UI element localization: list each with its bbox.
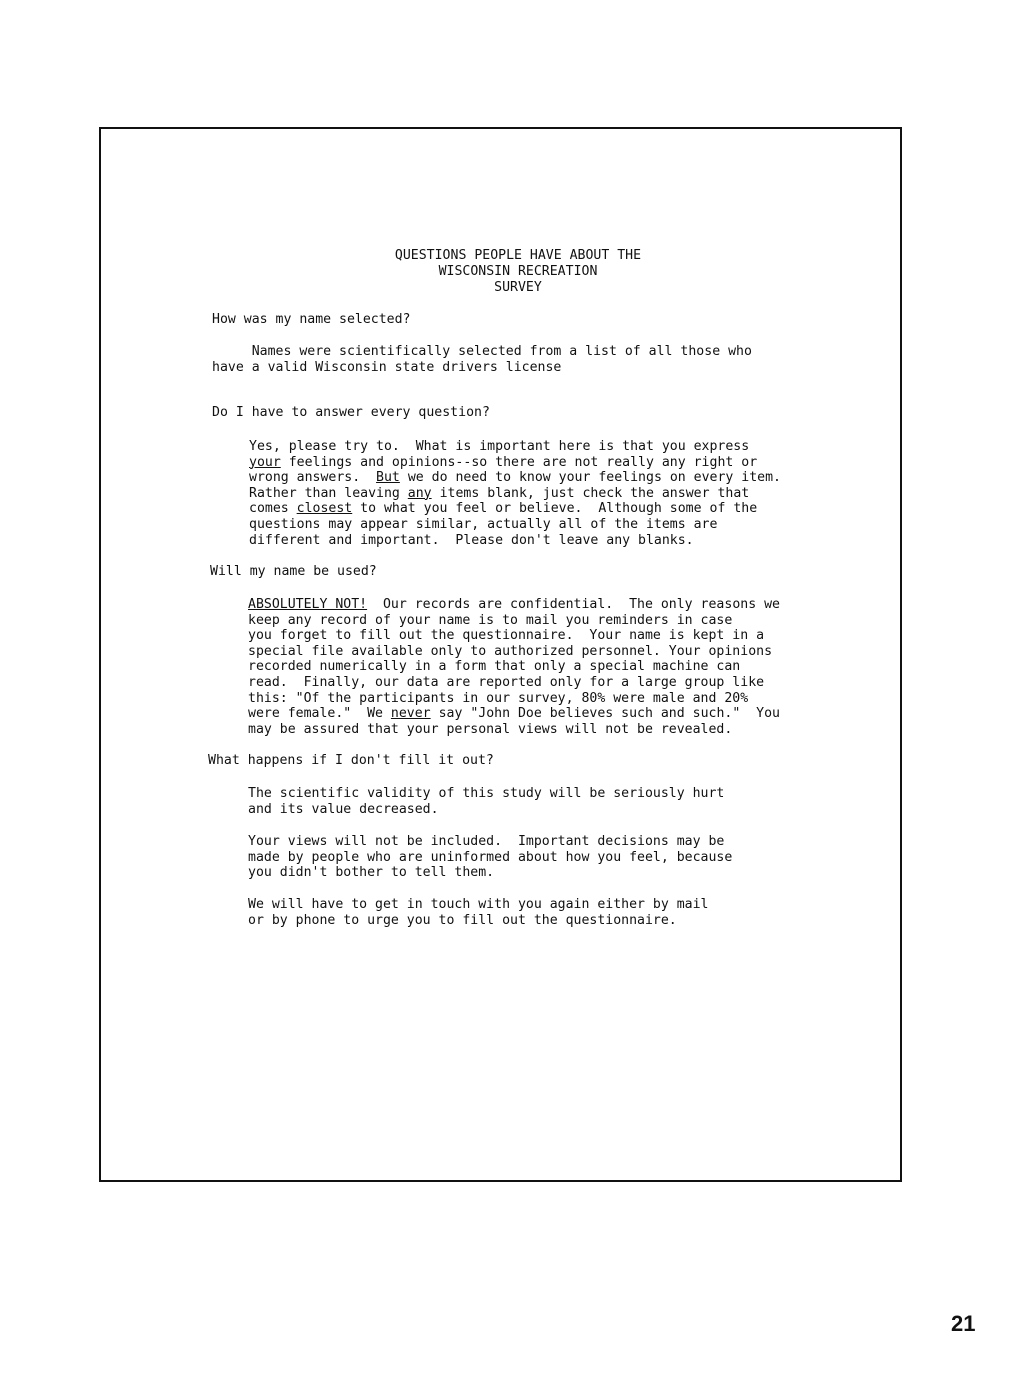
answer-name-used: ABSOLUTELY NOT! Our records are confidential. The only reasons we keep any record of your name is to mail you reminders in case you forget to fill out the questionnaire. Your name is kept in a special file available only to authorized personnel. Your opinions recorded numerically in a form that only a special machine can read. Finally, our data are reported only for a large group like this: "Of the participants in our survey, 80% were male and 20% were female." We never say "John Doe believes such and such." You may be assured that your personal views will not be revealed. [248, 597, 780, 737]
page-title [0, 248, 1036, 296]
question-answer-every: Do I have to answer every question? [212, 405, 490, 420]
answer-validity-paragraph: The scientific validity of this study will be seriously hurt and its value decreased. [248, 786, 725, 817]
title-line-2: WISCONSIN RECREATION [438, 264, 598, 279]
title-line-1: QUESTIONS PEOPLE HAVE ABOUT THE [394, 248, 642, 263]
answer-contact-paragraph: We will have to get in touch with you again either by mail or by phone to urge you to fill out the questionnaire. [248, 897, 709, 928]
answer-name-selected: Names were scientifically selected from a list of all those who have a valid Wisconsin state drivers license [212, 344, 752, 375]
question-name-selected: How was my name selected? [212, 312, 411, 327]
page-number: 21 [951, 1311, 976, 1336]
question-dont-fill-out: What happens if I don't fill it out? [208, 753, 494, 768]
question-name-used: Will my name be used? [210, 564, 377, 579]
answer-views-paragraph: Your views will not be included. Important decisions may be made by people who are uninformed about how you feel, because you didn't bother to tell them. [248, 834, 733, 881]
answer-answer-every: Yes, please try to. What is important here is that you express your feelings and opinions--so there are not really any right or wrong answers. But we do need to know your feelings on every item. Rather than leaving any items blank, just check the answer that comes closest to what you feel or believe. Although some of the questions may appear similar, actually all of the items are different and important. Please don't leave any blanks. [249, 439, 781, 548]
title-line-3: SURVEY [494, 280, 542, 295]
